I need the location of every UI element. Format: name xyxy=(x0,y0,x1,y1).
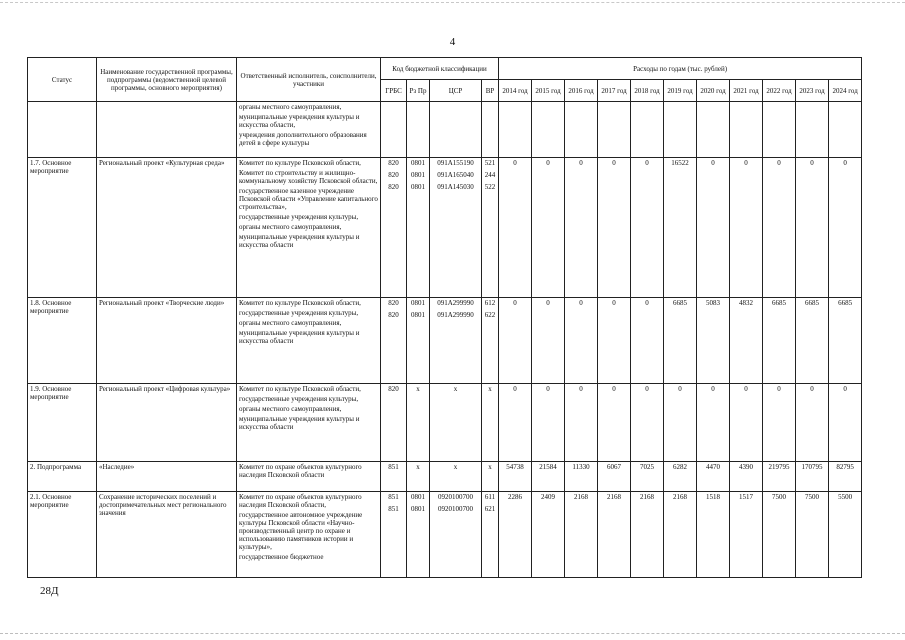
row-year-value: 0 xyxy=(565,298,598,384)
row-executors xyxy=(237,492,381,578)
table-row xyxy=(28,158,862,298)
row-csr xyxy=(430,462,482,492)
header-year: 2019 год xyxy=(664,80,697,102)
executor-line: государственные учреждения культуры, xyxy=(239,309,359,317)
header-status: Статус xyxy=(28,58,97,102)
vr-value: x xyxy=(488,385,492,393)
row-status: 2. Подпрограмма xyxy=(28,462,97,492)
row-status: 2.1. Основное мероприятие xyxy=(28,492,97,578)
row-rzpr xyxy=(407,384,430,462)
rzpr-value: 0801 xyxy=(411,299,425,307)
row-year-value: 21584 xyxy=(532,462,565,492)
executor-line: муниципальные учреждения культуры и искусства области, xyxy=(239,113,360,129)
grbs-value: 820 xyxy=(388,171,399,179)
vr-value: 612 xyxy=(484,299,496,307)
row-year-value: 7025 xyxy=(631,462,664,492)
grbs-value: 820 xyxy=(388,311,399,319)
rzpr-value: 0801 xyxy=(411,183,425,191)
vr-value: 622 xyxy=(484,311,496,319)
row-year-value: 0 xyxy=(499,384,532,462)
row-year-value: 0 xyxy=(532,384,565,462)
row-year-value xyxy=(796,102,829,158)
row-csr xyxy=(430,492,482,578)
row-year-value: 5500 xyxy=(829,492,862,578)
table-row xyxy=(28,298,862,384)
vr-value: 244 xyxy=(484,171,496,179)
executor-line: муниципальные учреждения культуры и искусства области xyxy=(239,415,360,431)
row-status: 1.9. Основное мероприятие xyxy=(28,384,97,462)
row-executors xyxy=(237,298,381,384)
rzpr-value: 0801 xyxy=(411,171,425,179)
vr-value: 611 xyxy=(484,493,496,501)
row-status: 1.7. Основное мероприятие xyxy=(28,158,97,298)
csr-value: x xyxy=(453,463,458,471)
row-rzpr xyxy=(407,158,430,298)
header-year: 2015 год xyxy=(532,80,565,102)
row-year-value: 82795 xyxy=(829,462,862,492)
executor-line: государственное автономное учреждение культуры Псковской области «Научно-производственный центр по охране и использованию памятников истории и культуры», xyxy=(239,511,363,551)
csr-value: 091A145030 xyxy=(437,183,474,191)
row-vr xyxy=(482,158,499,298)
row-year-value: 0 xyxy=(532,298,565,384)
executor-line: Комитет по строительству и жилищно-коммунальному хозяйству Псковской области, xyxy=(239,169,378,185)
vr-value: 521 xyxy=(484,159,496,167)
row-year-value: 0 xyxy=(796,384,829,462)
executor-line: государственное казенное учреждение Псковской области «Управление капитального строительства», xyxy=(239,187,378,211)
executor-line: органы местного самоуправления, xyxy=(239,103,342,111)
row-year-value: 0 xyxy=(730,158,763,298)
row-year-value: 1518 xyxy=(697,492,730,578)
header-name: Наименование государственной программы, подпрограммы (ведомственной целевой программы, основного мероприятия) xyxy=(97,58,237,102)
row-grbs xyxy=(381,462,407,492)
row-year-value: 5083 xyxy=(697,298,730,384)
row-name: Сохранение исторических поселений и достопримечательных мест регионального значения xyxy=(97,492,237,578)
row-csr xyxy=(430,158,482,298)
row-year-value: 4832 xyxy=(730,298,763,384)
csr-value: 091A155190 xyxy=(437,159,474,167)
row-year-value: 0 xyxy=(664,384,697,462)
row-year-value: 2286 xyxy=(499,492,532,578)
header-expenses: Расходы по годам (тыс. рублей) xyxy=(499,58,862,80)
header-year: 2020 год xyxy=(697,80,730,102)
row-year-value xyxy=(697,102,730,158)
row-vr xyxy=(482,298,499,384)
csr-value: x xyxy=(453,385,458,393)
row-vr xyxy=(482,492,499,578)
executor-line: Комитет по культуре Псковской области, xyxy=(239,385,361,393)
table-row xyxy=(28,462,862,492)
rzpr-value: 0801 xyxy=(411,159,425,167)
row-year-value xyxy=(763,102,796,158)
vr-value: x xyxy=(488,463,492,471)
grbs-value: 820 xyxy=(388,159,399,167)
row-year-value xyxy=(829,102,862,158)
row-executors xyxy=(237,158,381,298)
vr-value: 522 xyxy=(484,183,496,191)
row-grbs xyxy=(381,384,407,462)
row-year-value xyxy=(631,102,664,158)
row-name: Региональный проект «Творческие люди» xyxy=(97,298,237,384)
rzpr-value: 0801 xyxy=(411,505,425,513)
row-year-value: 219795 xyxy=(763,462,796,492)
executor-line: муниципальные учреждения культуры и искусства области xyxy=(239,233,360,249)
row-year-value xyxy=(532,102,565,158)
row-grbs xyxy=(381,298,407,384)
row-executors xyxy=(237,384,381,462)
row-rzpr xyxy=(407,298,430,384)
row-year-value: 6685 xyxy=(829,298,862,384)
executor-line: органы местного самоуправления, xyxy=(239,319,342,327)
executor-line: Комитет по культуре Псковской области, xyxy=(239,159,361,167)
row-name xyxy=(97,102,237,158)
row-year-value: 2409 xyxy=(532,492,565,578)
row-year-value: 6685 xyxy=(664,298,697,384)
csr-value: 0920100700 xyxy=(438,493,473,501)
row-year-value: 0 xyxy=(631,384,664,462)
row-year-value: 2168 xyxy=(664,492,697,578)
row-year-value: 11330 xyxy=(565,462,598,492)
page-number: 4 xyxy=(449,36,456,48)
row-year-value: 0 xyxy=(598,384,631,462)
row-year-value: 170795 xyxy=(796,462,829,492)
grbs-value: 820 xyxy=(388,183,399,191)
row-grbs xyxy=(381,158,407,298)
table-row xyxy=(28,492,862,578)
grbs-value: 851 xyxy=(388,493,399,501)
row-year-value: 0 xyxy=(697,384,730,462)
row-status: 1.8. Основное мероприятие xyxy=(28,298,97,384)
row-year-value xyxy=(664,102,697,158)
row-year-value: 2168 xyxy=(631,492,664,578)
row-year-value: 6282 xyxy=(664,462,697,492)
header-year: 2022 год xyxy=(763,80,796,102)
row-csr xyxy=(430,102,482,158)
executor-line: учреждения дополнительного образования детей в сфере культуры xyxy=(239,131,367,147)
executor-line: Комитет по охране объектов культурного наследия Псковской области, xyxy=(239,493,362,509)
row-vr xyxy=(482,384,499,462)
row-year-value xyxy=(499,102,532,158)
row-year-value: 0 xyxy=(631,298,664,384)
grbs-value: 851 xyxy=(388,505,399,513)
row-year-value: 0 xyxy=(730,384,763,462)
row-year-value xyxy=(565,102,598,158)
executor-line: Комитет по культуре Псковской области, xyxy=(239,299,361,307)
row-year-value: 0 xyxy=(565,158,598,298)
budget-table xyxy=(27,57,862,578)
header-year: 2017 год xyxy=(598,80,631,102)
header-executor: Ответственный исполнитель, соисполнители, участники xyxy=(237,58,381,102)
header-year: 2016 год xyxy=(565,80,598,102)
row-grbs xyxy=(381,492,407,578)
header-year: 2014 год xyxy=(499,80,532,102)
csr-value: 091A165040 xyxy=(437,171,474,179)
row-year-value: 2168 xyxy=(598,492,631,578)
scan-edge-bottom xyxy=(0,633,905,634)
row-rzpr xyxy=(407,492,430,578)
row-vr xyxy=(482,462,499,492)
table-row xyxy=(28,102,862,158)
row-year-value: 0 xyxy=(532,158,565,298)
row-year-value: 0 xyxy=(598,158,631,298)
row-name: Региональный проект «Культурная среда» xyxy=(97,158,237,298)
row-year-value: 0 xyxy=(796,158,829,298)
header-year: 2023 год xyxy=(796,80,829,102)
header-year: 2021 год xyxy=(730,80,763,102)
grbs-value: 851 xyxy=(388,463,399,471)
row-year-value: 0 xyxy=(598,298,631,384)
scan-edge-top xyxy=(0,2,905,3)
row-vr xyxy=(482,102,499,158)
executor-line: органы местного самоуправления, xyxy=(239,223,342,231)
row-year-value: 0 xyxy=(763,384,796,462)
row-csr xyxy=(430,298,482,384)
executor-line: органы местного самоуправления, xyxy=(239,405,342,413)
header-year: 2018 год xyxy=(631,80,664,102)
executor-line: государственные учреждения культуры, xyxy=(239,213,359,221)
executor-line: Комитет по охране объектов культурного наследия Псковской области xyxy=(239,463,362,479)
rzpr-value: x xyxy=(416,385,420,393)
row-year-value: 16522 xyxy=(664,158,697,298)
executor-line: муниципальные учреждения культуры и искусства области xyxy=(239,329,360,345)
header-grbs: ГРБС xyxy=(381,80,407,102)
row-year-value xyxy=(598,102,631,158)
row-year-value: 0 xyxy=(829,384,862,462)
rzpr-value: x xyxy=(416,463,420,471)
row-year-value: 6067 xyxy=(598,462,631,492)
row-year-value: 0 xyxy=(697,158,730,298)
header-rzpr: Рз Пр xyxy=(407,80,430,102)
table-row xyxy=(28,384,862,462)
header-year: 2024 год xyxy=(829,80,862,102)
csr-value: 091A299990 xyxy=(437,311,474,319)
row-year-value: 4470 xyxy=(697,462,730,492)
row-year-value: 7500 xyxy=(763,492,796,578)
row-year-value: 0 xyxy=(631,158,664,298)
row-name: Региональный проект «Цифровая культура» xyxy=(97,384,237,462)
header-csr: ЦСР xyxy=(430,80,482,102)
row-name: «Наследие» xyxy=(97,462,237,492)
row-year-value: 0 xyxy=(829,158,862,298)
grbs-value: 820 xyxy=(388,299,399,307)
row-rzpr xyxy=(407,462,430,492)
executor-line: государственные учреждения культуры, xyxy=(239,395,359,403)
csr-value: 091A299990 xyxy=(437,299,474,307)
vr-value: 621 xyxy=(484,505,496,513)
rzpr-value: 0801 xyxy=(411,493,425,501)
row-year-value: 0 xyxy=(565,384,598,462)
csr-value: 0920100700 xyxy=(438,505,473,513)
row-executors xyxy=(237,462,381,492)
row-rzpr xyxy=(407,102,430,158)
executor-line: государственное бюджетное xyxy=(239,553,324,561)
row-year-value: 54738 xyxy=(499,462,532,492)
row-year-value: 7500 xyxy=(796,492,829,578)
row-year-value: 6685 xyxy=(763,298,796,384)
row-year-value: 4390 xyxy=(730,462,763,492)
footer-code: 28Д xyxy=(40,585,59,597)
row-year-value: 0 xyxy=(499,158,532,298)
row-year-value: 2168 xyxy=(565,492,598,578)
row-year-value: 6685 xyxy=(796,298,829,384)
grbs-value: 820 xyxy=(388,385,399,393)
header-budget-code: Код бюджетной классификации xyxy=(381,58,499,80)
row-grbs xyxy=(381,102,407,158)
row-year-value: 0 xyxy=(763,158,796,298)
header-vr: ВР xyxy=(482,80,499,102)
row-status xyxy=(28,102,97,158)
row-year-value: 0 xyxy=(499,298,532,384)
rzpr-value: 0801 xyxy=(411,311,425,319)
row-year-value xyxy=(730,102,763,158)
row-csr xyxy=(430,384,482,462)
row-executors xyxy=(237,102,381,158)
row-year-value: 1517 xyxy=(730,492,763,578)
